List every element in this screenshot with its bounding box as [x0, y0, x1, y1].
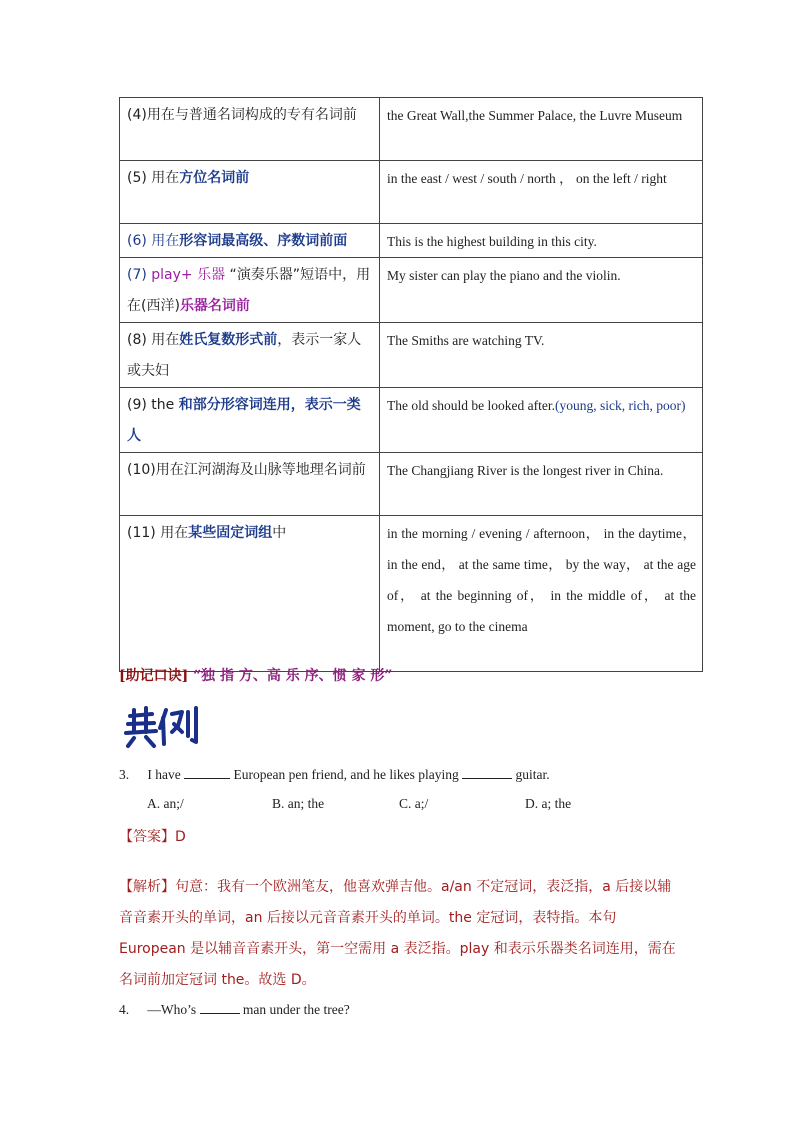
example-text: The old should be looked after. [387, 398, 555, 413]
options [147, 796, 647, 816]
rule-text-post: ，表示一类人 [127, 397, 361, 444]
question-number: 3. [119, 767, 130, 782]
usage-table [119, 97, 703, 672]
question-text: man under the tree? [242, 1002, 350, 1017]
example-cell [380, 258, 703, 323]
rule-cell [120, 161, 380, 224]
rule-text: (9) the [127, 397, 179, 413]
rule-highlight: 方位名词前 [179, 170, 250, 186]
rule-text: (7) [127, 267, 152, 283]
mnemonic [119, 665, 392, 685]
rule-highlight: 和部分形容词连用 [178, 397, 291, 413]
rule-cell [120, 388, 380, 453]
example-text: The Changjiang River is the longest river in China. [387, 463, 664, 478]
mnemonic-tag: [助记口诀] [119, 668, 189, 684]
analysis-label: 【解析】 [119, 879, 175, 895]
rule-text: (6) 用在 [127, 233, 180, 249]
example-text: the Great Wall,the Summer Palace, the Luvre Museum [387, 108, 683, 123]
rule-highlight: 形容词最高级、序数词前面 [179, 233, 348, 249]
example-blue: (young, sick, rich, poor) [554, 398, 686, 413]
example-text: in the east / west / south / north ， on the left / right [387, 171, 667, 186]
rule-cell [120, 98, 380, 161]
example-cell [380, 453, 703, 516]
table-row [120, 258, 703, 323]
answer: 【答案】D [119, 829, 186, 845]
question-text: —Who’s [147, 1002, 197, 1017]
rule-highlight: 乐器名词前 [179, 298, 250, 314]
rule-text: (10)用在江河湖海及山脉等地理名词前 [127, 462, 366, 478]
rule-cell [120, 258, 380, 323]
question-text: European pen friend, and he likes playing [233, 767, 459, 782]
rule-text: (8) 用在 [127, 332, 180, 348]
rule-text: (4)用在与普通名词构成的专有名词前 [127, 107, 357, 123]
rule-highlight: 某些固定词组 [188, 525, 273, 541]
rule-text-post: ，表示一家人或夫妇 [127, 332, 362, 379]
rule-cell [120, 224, 380, 258]
option-a: A. an;/ [147, 796, 184, 811]
question-3 [119, 766, 550, 783]
option-b: B. an; the [272, 796, 325, 811]
question-text: guitar. [515, 767, 550, 782]
rule-cell [120, 516, 380, 672]
table-row [120, 323, 703, 388]
rule-cell [120, 453, 380, 516]
answer-blank [462, 766, 512, 779]
option-c: C. a;/ [399, 796, 429, 811]
table-row [120, 161, 703, 224]
example-cell [380, 388, 703, 453]
table-row [120, 516, 703, 672]
analysis [119, 872, 679, 996]
answer-blank [200, 1001, 240, 1014]
rule-text-post: 中 [272, 525, 287, 541]
example-text: My sister can play the piano and the violin. [387, 268, 621, 283]
table-row [120, 388, 703, 453]
question-number: 4. [119, 1002, 130, 1017]
analysis-text: 句意：我有一个欧洲笔友，他喜欢弹吉他。a/an 不定冠词，表泛指，a 后接以辅音音素开头的单词，an 后接以元音音素开头的单词。the 定冠词，表特指。本句 European 是以辅音音素开头，第一空需用 a 表泛指。play 和表示乐器类名词连用，需在名词前加定冠词 the。故选 D。 [119, 879, 676, 988]
dianli-calligraphy-icon [122, 702, 202, 750]
rule-text: (5) 用在 [127, 170, 180, 186]
question-text: I have [147, 767, 181, 782]
option-d: D. a; the [525, 796, 572, 811]
question-4 [119, 1001, 350, 1018]
example-text: in the morning / evening / afternoon， in the daytime， in the end， at the same time， by the way， at the age of， at the beginning of， in the middle of， at the moment, go to the cinema [387, 526, 696, 634]
table-row [120, 224, 703, 258]
table-row [120, 453, 703, 516]
table-row [120, 98, 703, 161]
rule-text-mid: “演奏乐器”短语中，用在(西洋) [127, 267, 371, 314]
rule-text: (11) 用在 [127, 525, 189, 541]
example-text: The Smiths are watching TV. [387, 333, 545, 348]
answer-blank [184, 766, 230, 779]
rule-cell [120, 323, 380, 388]
example-cell [380, 161, 703, 224]
example-cell [380, 98, 703, 161]
rule-highlight: 姓氏复数形式前 [179, 332, 278, 348]
example-cell [380, 224, 703, 258]
rule-purple: play+ 乐器 [151, 267, 226, 283]
example-text: This is the highest building in this city. [387, 234, 597, 249]
example-cell [380, 516, 703, 672]
mnemonic-text: “独 指 方、高 乐 序、惯 家 形” [193, 668, 393, 684]
example-cell [380, 323, 703, 388]
